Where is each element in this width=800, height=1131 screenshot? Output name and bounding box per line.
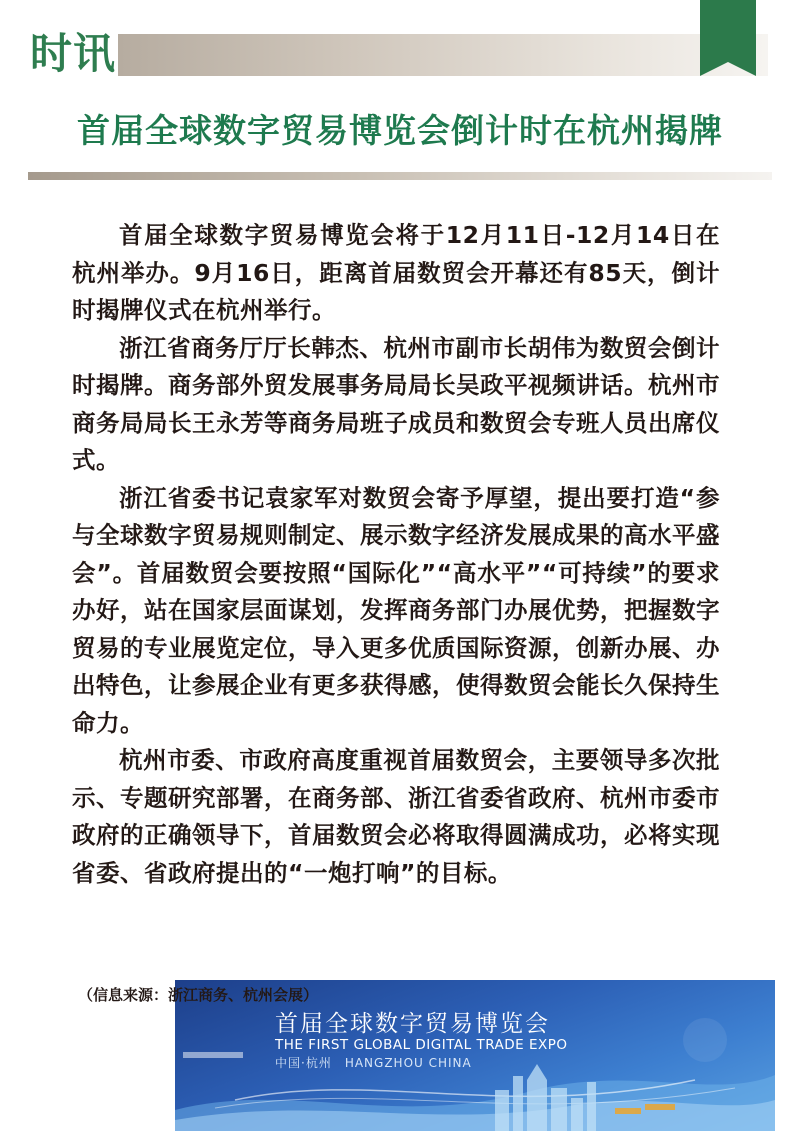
title-divider xyxy=(28,172,772,180)
source-note: （信息来源：浙江商务、杭州会展） xyxy=(78,986,319,1004)
banner-location: 中国·杭州 HANGZHOU CHINA xyxy=(275,1056,472,1070)
paragraph-1: 首届全球数字贸易博览会将于12月11日-12月14日在杭州举办。9月16日，距离首届数贸会开幕还有85天，倒计时揭牌仪式在杭州举行。 xyxy=(72,221,720,324)
banner-title-en: THE FIRST GLOBAL DIGITAL TRADE EXPO xyxy=(275,1037,568,1053)
paragraph-2: 浙江省商务厅厅长韩杰、杭州市副市长胡伟为数贸会倒计时揭牌。商务部外贸发展事务局局长吴政平视频讲话。杭州市商务局局长王永芳等商务局班子成员和数贸会专班人员出席仪式。 xyxy=(72,333,720,474)
banner-logo-mark xyxy=(183,1052,243,1058)
paragraph-3: 浙江省委书记袁家军对数贸会寄予厚望，提出要打造“参与全球数字贸易规则制定、展示数字经济发展成果的高水平盛会”。首届数贸会要按照“国际化”“高水平”“可持续”的要求办好，站在国家层面谋划，发挥商务部门办展优势，把握数字贸易的专业展览定位，导入更多优质国际资源，创新办展、办出特色，让参展企业有更多获得感，使得数贸会能长久保持生命力。 xyxy=(72,483,720,737)
banner-title-cn: 首届全球数字贸易博览会 xyxy=(275,1011,550,1037)
article-title: 首届全球数字贸易博览会倒计时在杭州揭牌 xyxy=(77,111,723,150)
section-label: 时讯 xyxy=(30,29,117,78)
header-gradient-bar xyxy=(118,34,768,76)
article-body xyxy=(72,217,720,892)
bookmark-ribbon-icon xyxy=(700,0,756,76)
paragraph-4: 杭州市委、市政府高度重视首届数贸会，主要领导多次批示、专题研究部署，在商务部、浙江省委省政府、杭州市委市政府的正确领导下，首届数贸会必将取得圆满成功，必将实现省委、省政府提出的“一炮打响”的目标。 xyxy=(72,746,720,887)
